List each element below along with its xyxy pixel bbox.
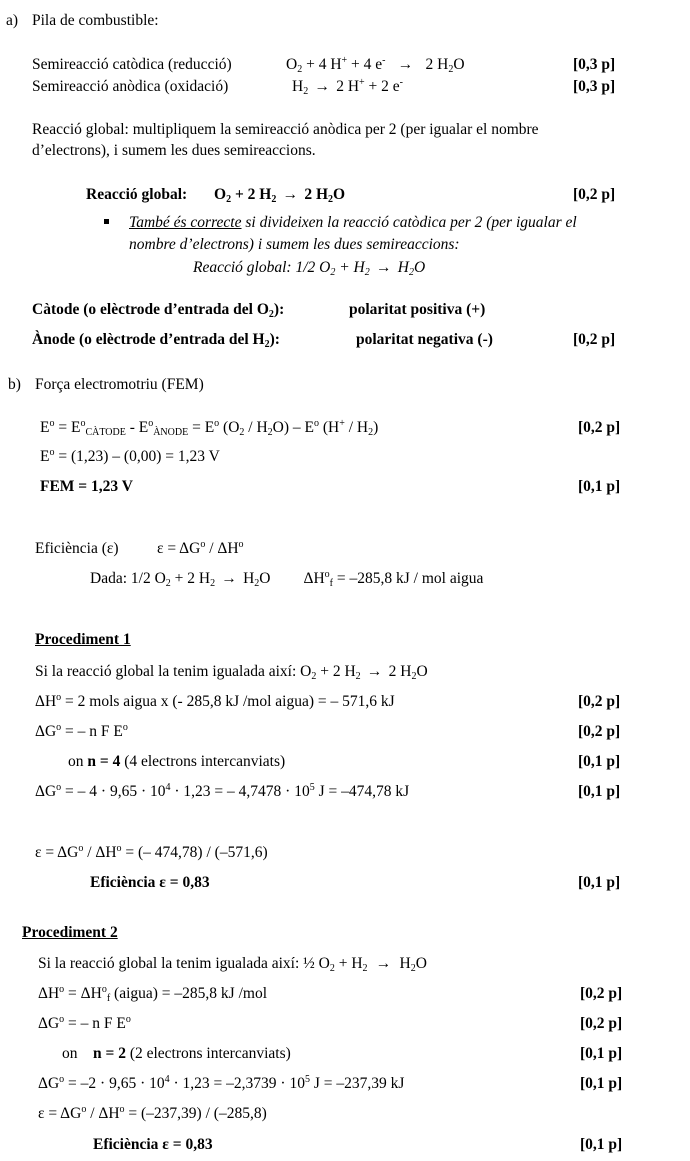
cathode-points: [0,3 p] [573,56,616,73]
cathode-polarity: polaritat positiva (+) [349,301,486,318]
cathode-electrode-label: Càtode (o elèctrode d’entrada del $O_2$): [32,301,285,320]
procedure-2-gibbs-value-points: [0,1 p] [580,1075,623,1092]
procedure-2-electrons-points: [0,1 p] [580,1045,623,1062]
procedure-1-gibbs-formula-points: [0,2 p] [578,723,621,740]
polarity-points: [0,2 p] [573,331,616,348]
alternative-global-reaction: Reacció global: 1/2 $O_2 + H_2 \to H_2O$ [193,259,426,278]
procedure-2-gibbs-value: $\Delta G^o = -2 \cdot 9,65 \cdot 10^4 \cdot 1,23 = -2,3739 \cdot 10^5$ J = –237,39 kJ [38,1074,405,1092]
procedure-1-gibbs-formula: $\Delta G^o$ = – n F $E^o$ [35,722,128,740]
global-reaction-intro-line-2: d’electrons), i sumem les dues semireaccions. [32,142,316,159]
procedure-2-efficiency-result: Eficiència ε = 0,83 [93,1136,213,1153]
procedure-1-electrons-points: [0,1 p] [578,753,621,770]
procedure-1-enthalpy: $\Delta H^o = 2$ mols aigua x (- 285,8 kJ /mol aigua) = – 571,6 kJ [35,692,395,710]
procedure-1-efficiency-points: [0,1 p] [578,874,621,891]
procedure-2-electrons: on n = 2 (2 electrons intercanviats) [62,1045,291,1062]
procedure-2-global-reaction: Si la reacció global la tenim igualada així: ½ $O_2 + H_2 \to H_2O$ [38,955,427,974]
emf-formula-points: [0,2 p] [578,419,621,436]
procedure-2-enthalpy-points: [0,2 p] [580,985,623,1002]
anode-electrode-label: Ànode (o elèctrode d’entrada del $H_2$): [32,331,280,350]
procedure-1-enthalpy-points: [0,2 p] [578,693,621,710]
standard-emf-value: $E^o = (1,23) - (0,00) = 1,23$ V [40,447,220,465]
emf-result: FEM = 1,23 V [40,478,133,495]
bullet-icon [104,219,109,224]
procedure-1-gibbs-value-points: [0,1 p] [578,783,621,800]
anode-polarity: polaritat negativa (-) [356,331,493,348]
procedure-1-gibbs-value: $\Delta G^o$ = – $4 \cdot 9,65 \cdot 10^4 \cdot 1,23$ = – $4,7478 \cdot 10^5$ J = –474,78 kJ [35,782,410,800]
procedure-2-efficiency-points: [0,1 p] [580,1136,623,1153]
emf-result-points: [0,1 p] [578,478,621,495]
part-b-title: Força electromotriu (FEM) [35,376,204,393]
procedure-2-efficiency-calc: $\varepsilon = \Delta G^o / \Delta H^o = (-237,39) / (-285,8)$ [38,1104,267,1122]
efficiency-label: Eficiència (ε) [35,540,119,557]
procedure-1-efficiency-result: Eficiència ε = 0,83 [90,874,210,891]
cathode-half-reaction-name: Semireacció catòdica (reducció) [32,56,232,73]
anode-points: [0,3 p] [573,78,616,95]
procedure-2-enthalpy: $\Delta H^o = \Delta H^o_f$ (aigua) = –285,8 kJ /mol [38,984,268,1004]
procedure-1-title: Procediment 1 [35,631,131,648]
procedure-1-global-reaction: Si la reacció global la tenim igualada així: $O_2 + 2$ $H_2 \to 2$ $H_2O$ [35,663,428,682]
part-b-label: b) [8,376,21,393]
alternative-note-line-2: nombre d’electrons) i sumem les dues semireaccions: [129,236,460,253]
standard-emf-formula: $E^o = E^o_{CÀTODE} - E^o_{ÀNODE} = E^o$ $(O_2 / H_2O) - E^o$ $(H^+ / H_2)$ [40,418,379,438]
alternative-note-line-1: També és correcte si divideixen la reacció catòdica per 2 (per igualar el [129,214,577,231]
anode-half-reaction-equation: $H_2 \to 2$ H+ + 2 e- [292,77,404,97]
efficiency-formula: $\varepsilon = \Delta G^o / \Delta H^o$ [157,539,244,557]
procedure-2-gibbs-formula: $\Delta G^o$ = – n F $E^o$ [38,1014,131,1032]
part-a-label: a) [6,12,19,29]
procedure-1-efficiency-calc: $\varepsilon = \Delta G^o / \Delta H^o$ = (– 474,78) / (–571,6) [35,843,268,861]
global-reaction-points: [0,2 p] [573,186,616,203]
procedure-2-gibbs-formula-points: [0,2 p] [580,1015,623,1032]
anode-half-reaction-name: Semireacció anòdica (oxidació) [32,78,229,95]
global-reaction-intro-line-1: Reacció global: multipliquem la semireacció anòdica per 2 (per igualar el nombre [32,121,539,138]
global-reaction-equation: $O_2 + 2$ $H_2 \to 2$ $H_2O$ [214,186,346,205]
procedure-2-title: Procediment 2 [22,924,118,941]
cathode-half-reaction-equation: $O_2 + 4$ H+ + 4 e- → 2 $H_2O$ [286,55,465,75]
procedure-1-electrons: on n = 4 (4 electrons intercanviats) [68,753,286,770]
part-a-title: Pila de combustible: [32,12,159,29]
given-data: Dada: 1/2 $O_2 + 2$ $H_2 \to H_2O$ $\Delta H^o_f = -285,8$ kJ / mol aigua [90,569,484,589]
global-reaction-label: Reacció global: [86,186,188,203]
